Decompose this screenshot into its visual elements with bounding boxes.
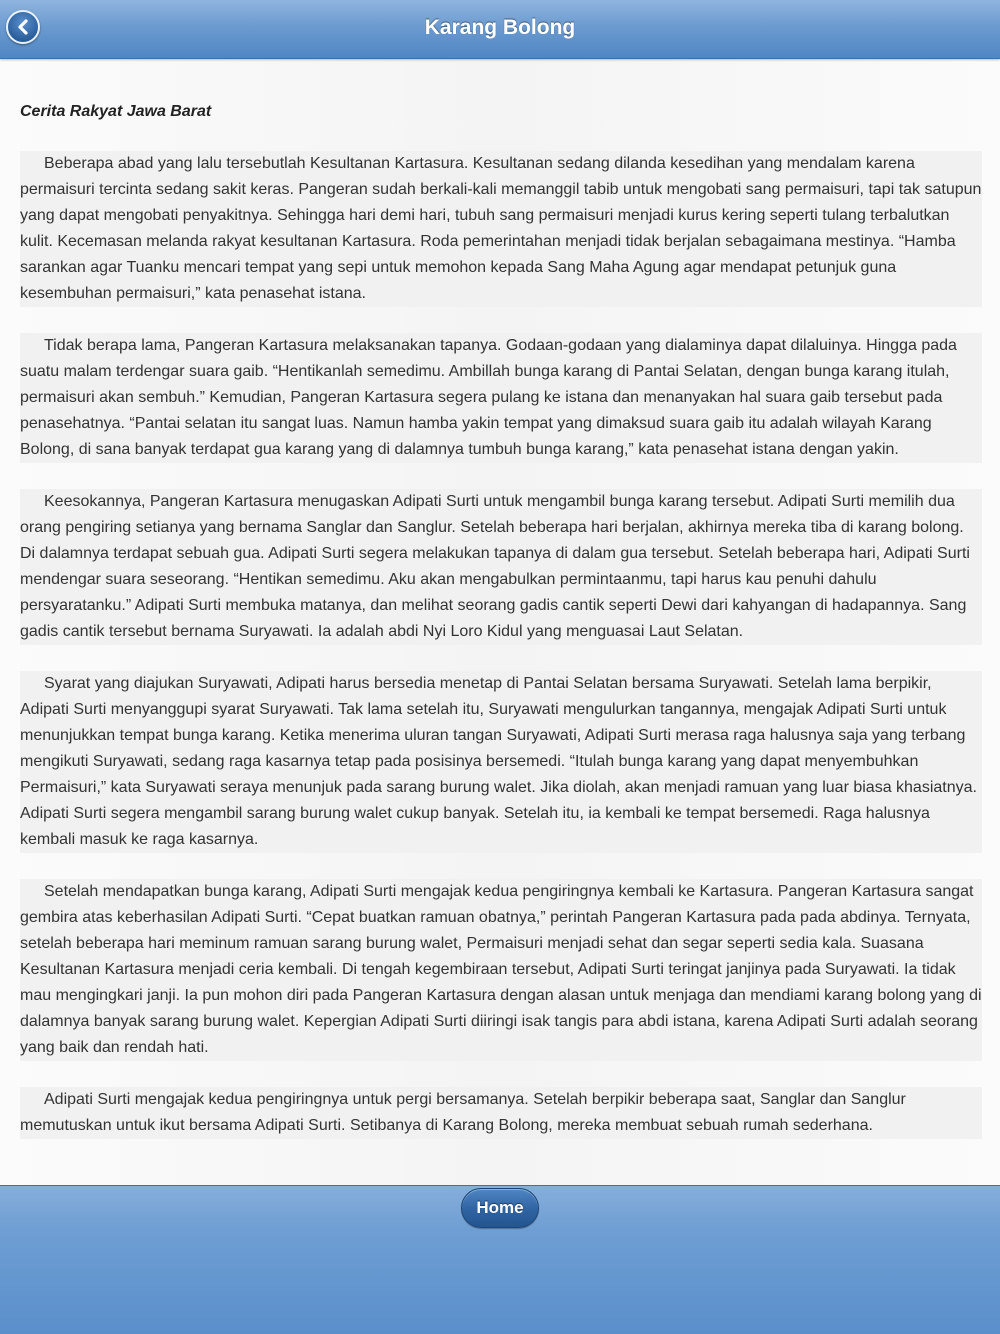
page-title: Karang Bolong: [424, 16, 576, 39]
footer-bar: [0, 1185, 1000, 1334]
back-button[interactable]: [6, 10, 40, 44]
story-paragraph: Tidak berapa lama, Pangeran Kartasura melaksanakan tapanya. Godaan-godaan yang dialaminya dapat dilaluinya. Hingga pada suatu malam terdengar suara gaib. “Hentikanlah semedimu. Ambillah bunga karang di Pantai Selatan, dengan bunga karang itulah, permaisuri akan sembuh.” Kemudian, Pangeran Kartasura segera pulang ke istana dan menanyakan hal suara gaib tersebut pada penasehatnya. “Pantai selatan itu sangat luas. Namun hamba yakin tempat yang dimaksud suara gaib itu adalah wilayah Karang Bolong, di sana banyak terdapat gua karang yang di dalamnya tumbuh bunga karang,” kata penasehat istana dengan yakin.: [20, 333, 982, 463]
story-paragraph: Syarat yang diajukan Suryawati, Adipati harus bersedia menetap di Pantai Selatan bersama Suryawati. Setelah lama berpikir, Adipati Surti menyanggupi syarat Suryawati. Tak lama setelah itu, Suryawati mengulurkan tangannya, mengajak Adipati Surti untuk menunjukkan tempat bunga karang. Ketika menerima uluran tangan Suryawati, Adipati Surti merasa raga halusnya saja yang terbang mengikuti Suryawati, sedang raga kasarnya tetap pada posisinya bersemedi. “Itulah bunga karang yang dapat menyembuhkan Permaisuri,” kata Suryawati seraya menunjuk pada sarang burung walet. Jika diolah, akan menjadi ramuan yang luar biasa khasiatnya. Adipati Surti segera mengambil sarang burung walet cukup banyak. Setelah itu, ia kembali ke tempat bersemedi. Raga halusnya kembali masuk ke raga kasarnya.: [20, 671, 982, 853]
story-paragraph: Keesokannya, Pangeran Kartasura menugaskan Adipati Surti untuk mengambil bunga karang tersebut. Adipati Surti memilih dua orang pengiring setianya yang bernama Sanglar dan Sanglur. Setelah beberapa hari berjalan, akhirnya mereka tiba di karang bolong. Di dalamnya terdapat sebuah gua. Adipati Surti segera melakukan tapanya di dalam gua tersebut. Setelah beberapa hari, Adipati Surti mendengar suara seseorang. “Hentikan semedimu. Aku akan mengabulkan permintaanmu, tapi harus kau penuhi dahulu persyaratanku.” Adipati Surti membuka matanya, dan melihat seorang gadis cantik seperti Dewi dari kahyangan di hadapannya. Sang gadis cantik tersebut bernama Suryawati. Ia adalah abdi Nyi Loro Kidul yang menguasai Laut Selatan.: [20, 489, 982, 645]
story-content[interactable]: [0, 59, 1000, 1185]
navigation-bar: [0, 0, 1000, 59]
story-paragraph: Adipati Surti mengajak kedua pengiringnya untuk pergi bersamanya. Setelah berpikir beberapa saat, Sanglar dan Sanglur memutuskan untuk ikut bersama Adipati Surti. Setibanya di Karang Bolong, mereka membuat sebuah rumah sederhana.: [20, 1087, 982, 1139]
story-paragraph: Setelah mendapatkan bunga karang, Adipati Surti mengajak kedua pengiringnya kembali ke Kartasura. Pangeran Kartasura sangat gembira atas keberhasilan Adipati Surti. “Cepat buatkan ramuan obatnya,” perintah Pangeran Kartasura pada pada abdinya. Ternyata, setelah beberapa hari meminum ramuan sarang burung walet, Permaisuri menjadi sehat dan segar seperti sedia kala. Suasana Kesultanan Kartasura menjadi ceria kembali. Di tengah kegembiraan tersebut, Adipati Surti teringat janjinya pada Suryawati. Ia tidak mau mengingkari janji. Ia pun mohon diri pada Pangeran Kartasura dengan alasan untuk menjaga dan mendiami karang bolong yang di dalamnya banyak sarang burung walet. Kepergian Adipati Surti diiringi isak tangis para abdi istana, karena Adipati Surti adalah seorang yang baik dan rendah hati.: [20, 879, 982, 1061]
story-subtitle: Cerita Rakyat Jawa Barat: [20, 103, 212, 120]
chevron-left-icon: [16, 19, 30, 35]
home-button[interactable]: Home: [461, 1188, 539, 1228]
story-paragraph: Beberapa abad yang lalu tersebutlah Kesultanan Kartasura. Kesultanan sedang dilanda kesedihan yang mendalam karena permaisuri tercinta sedang sakit keras. Pangeran sudah berkali-kali memanggil tabib untuk mengobati sang permaisuri, tapi tak satupun yang dapat mengobati penyakitnya. Sehingga hari demi hari, tubuh sang permaisuri menjadi kurus kering seperti tulang terbalutkan kulit. Kecemasan melanda rakyat kesultanan Kartasura. Roda pemerintahan menjadi tidak berjalan sebagaimana mestinya. “Hamba sarankan agar Tuanku mencari tempat yang sepi untuk memohon kepada Sang Maha Agung agar mendapat petunjuk guna kesembuhan permaisuri,” kata penasehat istana.: [20, 151, 982, 307]
story-text: [20, 151, 982, 1165]
